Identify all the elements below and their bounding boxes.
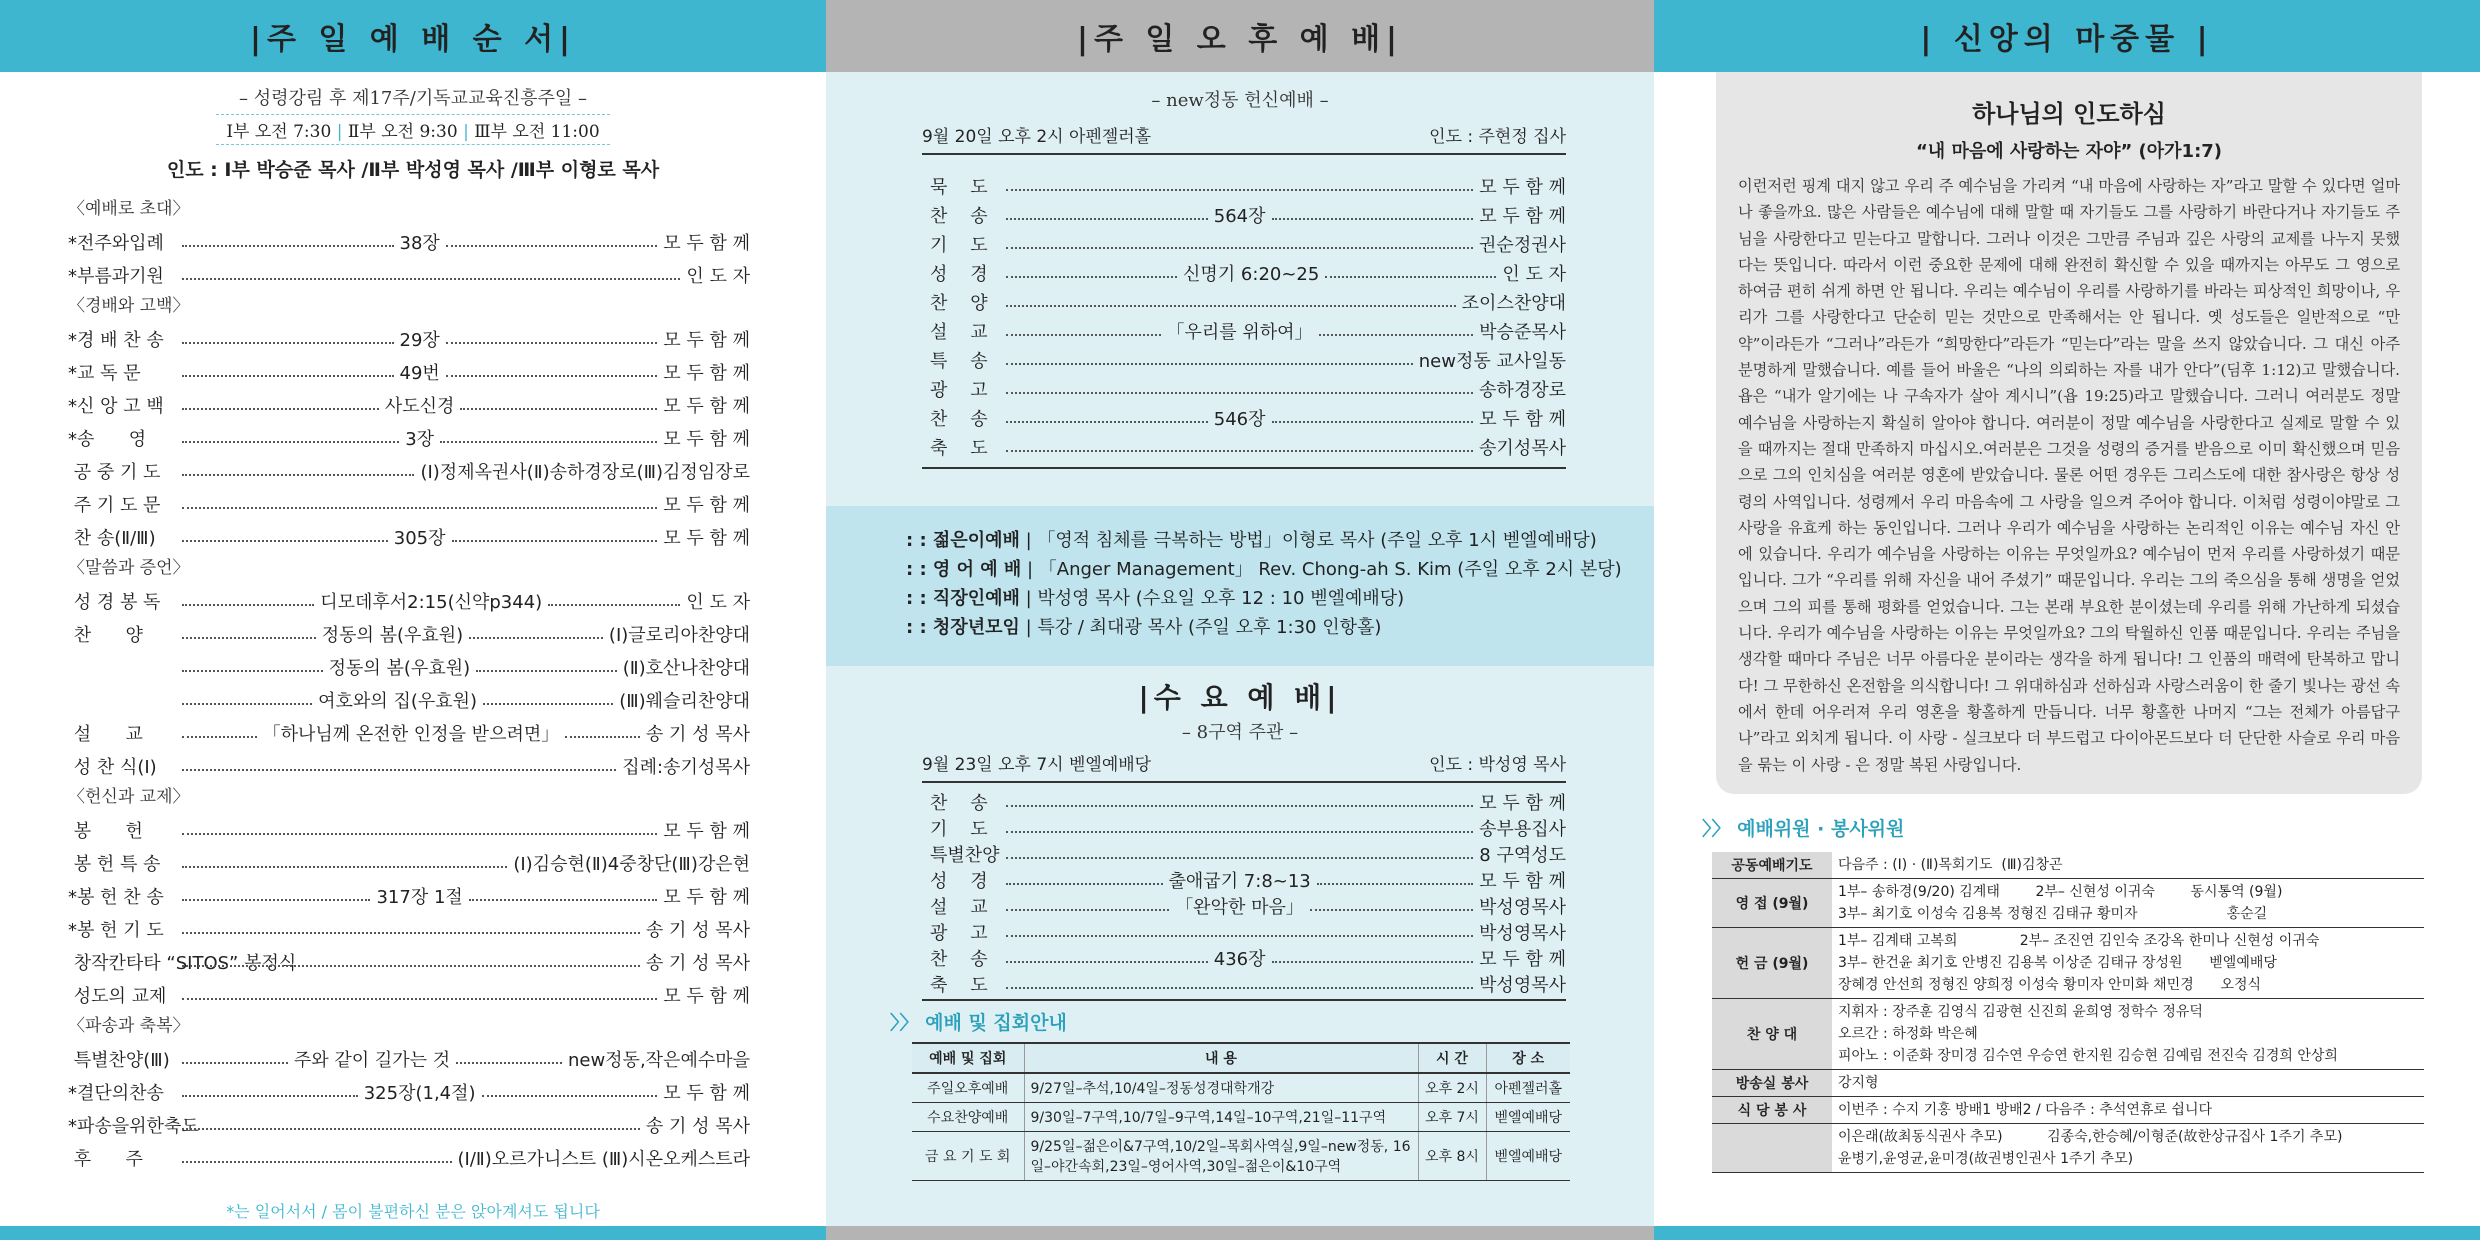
order-label: 봉 헌 특 송: [68, 853, 161, 875]
notice-item: : : 젊은이예배 | 「영적 침체를 극복하는 방법」이형로 목사 (주일 오후 1시 벧엘예배당): [906, 530, 1597, 551]
order-row: [0, 1042, 826, 1075]
section-heading: 〈헌신과 교제〉: [68, 787, 190, 807]
order-label: 특별찬양: [930, 845, 1000, 866]
afternoon-date-place: 9월 20일 오후 2시 아펜젤러홀: [922, 127, 1152, 147]
order-person: 집례:송기성목사: [622, 756, 750, 778]
order-label: *봉 헌 기 도: [68, 919, 164, 941]
order-row: [930, 815, 1566, 841]
order-row: [930, 893, 1566, 919]
order-person: 인 도 자: [1502, 263, 1566, 285]
order-row: [0, 912, 826, 945]
order-value: 정동의 봄(우효원): [328, 657, 471, 679]
order-row: [0, 879, 826, 912]
order-row: [0, 846, 826, 879]
order-person: 박성영목사: [1479, 897, 1566, 918]
order-person: 모 두 함 께: [1479, 408, 1566, 430]
column-sunday-order: [0, 0, 826, 1240]
order-person: new정동,작은예수마을: [567, 1049, 750, 1071]
order-value: 주와 같이 길가는 것: [293, 1049, 451, 1071]
order-label: 광 고: [930, 379, 988, 401]
order-label: *신 앙 고 백: [68, 395, 164, 417]
order-row: [930, 919, 1566, 945]
order-person: 모 두 함 께: [663, 886, 750, 908]
order-label: 설 교: [930, 897, 988, 918]
time-3: Ⅲ부 오전 11:00: [474, 122, 600, 142]
order-row: [0, 650, 826, 683]
th: 예배 및 집회: [912, 1043, 1024, 1073]
order-person: 모 두 함 께: [663, 1082, 750, 1104]
afternoon-header: [922, 122, 1566, 155]
table-cell: 금 요 기 도 회: [912, 1132, 1024, 1181]
order-value: 564장: [1213, 205, 1266, 227]
order-person: 인 도 자: [686, 591, 751, 613]
order-person: (Ⅰ/Ⅱ)오르가니스트 (Ⅲ)시온오케스트라: [457, 1148, 750, 1170]
duty-role: 식 당 봉 사: [1712, 1097, 1832, 1124]
order-label: 찬 송: [930, 408, 988, 430]
order-value: 여호와의 집(우효원): [318, 690, 478, 712]
bottom-strip: [0, 1226, 826, 1240]
table-row: [912, 1073, 1570, 1103]
order-person: (Ⅲ)웨슬리찬양대: [619, 690, 751, 712]
order-row: [930, 287, 1566, 316]
order-label: 특 송: [930, 350, 988, 372]
order-person: 모 두 함 께: [1479, 793, 1566, 814]
order-row: [930, 945, 1566, 971]
order-row: [930, 316, 1566, 345]
order-label: 기 도: [930, 234, 988, 256]
devotion-verse: “내 마음에 사랑하는 자야” (아가1:7): [1915, 141, 2223, 162]
notices-band: [826, 506, 1654, 666]
duty-line: 3부– 최기호 이성숙 김용복 정형진 김태규 황미자 홍순길: [1838, 906, 2268, 922]
order-label: 광 고: [930, 923, 988, 944]
order-row: [0, 520, 826, 553]
order-label: 찬 양: [68, 624, 143, 646]
th: 장 소: [1486, 1043, 1570, 1073]
order-label: *교 독 문: [68, 362, 141, 384]
header-bar-devotion: [1654, 0, 2480, 72]
subtitle: – new정동 헌신예배 –: [1151, 90, 1329, 111]
order-person: 모 두 함 께: [663, 428, 750, 450]
order-person: 모 두 함 께: [1479, 205, 1566, 227]
devotion-title: 하나님의 인도하심: [1972, 100, 2166, 128]
order-value: 「완악한 마음」: [1175, 897, 1304, 918]
order-person: 박성영목사: [1479, 923, 1566, 944]
table-row: [912, 1103, 1570, 1132]
order-value: 신명기 6:20~25: [1183, 263, 1320, 285]
header-bar-afternoon: [826, 0, 1654, 72]
order-label: 묵 도: [930, 176, 988, 198]
order-person: (Ⅰ)김승현(Ⅱ)4중창단(Ⅲ)강은현: [513, 853, 750, 875]
table-cell: 벧엘예배당: [1486, 1103, 1570, 1132]
order-label: 설 교: [930, 321, 988, 343]
notice-item: : : 영 어 예 배 | 「Anger Management」 Rev. Chong-ah S. Kim (주일 오후 2시 본당): [906, 559, 1622, 580]
order-row: [0, 322, 826, 355]
order-label: *경 배 찬 송: [68, 329, 164, 351]
order-person: 송기성목사: [1479, 437, 1566, 459]
bottom-strip: [1654, 1226, 2480, 1240]
order-label: 봉 헌: [68, 820, 143, 842]
section-heading: 〈예배로 초대〉: [68, 199, 190, 219]
order-value: 305장: [393, 527, 446, 549]
table-cell: 벧엘예배당: [1486, 1132, 1570, 1181]
order-row: [930, 345, 1566, 374]
order-row: [0, 749, 826, 782]
order-value: 49번: [399, 362, 440, 384]
table-row: [1712, 852, 2424, 879]
order-label: 찬 송(Ⅱ/Ⅲ): [68, 527, 156, 549]
order-row: [930, 171, 1566, 200]
duty-members: [1832, 1097, 2424, 1124]
order-value: 출애굽기 7:8~13: [1168, 871, 1311, 892]
table-row: [1712, 999, 2424, 1070]
order-label: 성 찬 식(Ⅰ): [68, 756, 157, 778]
order-person: 모 두 함 께: [663, 527, 750, 549]
order-person: 조이스찬양대: [1461, 292, 1566, 314]
column-title: | 신앙의 마중물 |: [1920, 22, 2214, 57]
order-label: 성도의 교제: [68, 985, 167, 1007]
wed-title: |수 요 예 배|: [1138, 681, 1342, 714]
order-value: 325장(1,4절): [363, 1082, 476, 1104]
order-label: 설 교: [68, 723, 143, 745]
order-person: 송 기 성 목사: [645, 952, 750, 974]
table-row: [1712, 1124, 2424, 1173]
order-value: 546장: [1213, 408, 1266, 430]
order-value: 29장: [399, 329, 440, 351]
duty-table: [1712, 852, 2424, 1173]
order-person: 송하경장로: [1479, 379, 1566, 401]
duty-role: 찬 양 대: [1712, 999, 1832, 1070]
order-person: 박승준목사: [1479, 321, 1567, 343]
wed-leader: 인도 : 박성영 목사: [1429, 755, 1566, 775]
notice-item: : : 직장인예배 | 박성영 목사 (수요일 오후 12 : 10 벧엘예배당): [906, 588, 1405, 609]
bottom-strip: [826, 1226, 1654, 1240]
order-label: 축 도: [930, 437, 988, 459]
duty-role: [1712, 1124, 1832, 1173]
table-cell: 주일오후예배: [912, 1073, 1024, 1103]
order-value: 디모데후서2:15(신약p344): [320, 591, 543, 613]
duty-members: [1832, 999, 2424, 1070]
th: 내 용: [1024, 1043, 1418, 1073]
order-row: [930, 789, 1566, 815]
order-person: 모 두 함 께: [1479, 871, 1567, 892]
duty-line: 이은래(故최동식권사 추모) 김종숙,한승혜/이형준(故한상규집사 1주기 추모): [1838, 1129, 2343, 1145]
order-value: 「하나님께 온전한 인정을 받으려면」: [262, 723, 560, 745]
devotion-text: 이런저런 핑계 대지 않고 우리 주 예수님을 가리켜 “내 마음에 사랑하는 자”라고 말할 수 있다면 얼마나 좋을까요. 많은 사람들은 예수님에 대해 말할 때 자기들도 그를 사랑하기 바란다거나 자기들도 주님을 사랑한다고 믿는다고 말합니다. 그러나 이것은 그만큼 주님과 깊은 사랑의 교제를 나누지 못했다는 뜻입니다. 따라서 이런 중요한 문제에 대해 완전히 확신할 수 있을 때까지는 아무도 그 영으로 하여금 편히 쉬게 하면 안 됩니다. 우리는 예수님이 우리를 사랑하기를 바라는 피상적인 희망이나, 우리가 그를 사랑한다고 단순히 믿는 것만으로 만족해서는 안 됩니다. 옛 성도들은 일반적으로 “만약”이라든가 “그러나”라든가 “희망한다”라든가 “믿는다”라는 말을 쓰지 않았습니다. 그 대신 아주 분명하게 말했습니다. 예를 들어 바울은 “나의 의뢰하는 자를 내가 안다”(딤후 1:12)고 말했습니다. 욥은 “내가 알기에는 나 구속자가 살아 계시니”(욥 19:25)라고 말했습니다. 그러니 여러분도 정말 예수님을 사랑하는지 확실히 알아야 합니다. 여러분이 정말 예수님을 사랑한다고 실제로 말할 수 있을 때까지는 절대 만족하지 마십시오.여러분은 그것을 성령의 증거를 받음으로 이미 확신했으며 믿음으로 그의 인치심을 여러분 영혼에 받았습니다. 물론 어떤 경우든 그리스도에 대한 참사랑은 항상 성령의 사역입니다. 성령께서 우리 마음속에 그 사랑을 일으켜 주어야 합니다. 이처럼 성령이야말로 그 사랑을 유효케 하는 동인입니다. 그러나 우리가 예수님을 사랑하는 논리적인 이유는 예수님 자신 안에 있습니다. 우리가 예수님을 사랑하는 이유는 무엇일까요? 예수님이 먼저 우리를 사랑하셨기 때문입니다. 그가 “우리를 위해 자신을 내어 주셨기” 때문입니다. 우리는 그의 죽으심을 통해 생명을 얻었으며 그의 피를 통해 평화를 얻었습니다. 그는 본래 부요한 분이셨는데 우리를 위해 가난하게 되셨습니다. 우리가 예수님을 사랑하는 이유는 무엇일까요? 그의 탁월하신 인품 때문입니다. 우리는 주님을 생각할 때마다 주님은 너무 아름다운 분이라는 생각을 하게 됩니다! 그 인품의 매력에 탄복하고 맙니다! 그 무한하신 온전함을 의식합니다! 그 위대하심과 선하심과 사랑스러움이 한 줄기 빛나는 광선 속에서 한데 어우러져 우리 영혼을 황홀하게 만듭니다. 너무 황홀한 나머지 “그는 전체가 아름답구나”라고 외치게 됩니다. 이 사랑 - 실크보다 더 부드럽고 다이아몬드보다 더 단단한 사슬로 우리 마음을 묶는 이 사랑 - 은 정말 복된 사랑입니다.: [1738, 177, 2400, 774]
order-row: [0, 683, 826, 716]
order-label: 특별찬양(Ⅲ): [68, 1049, 170, 1071]
order-row: [930, 374, 1566, 403]
order-person: 모 두 함 께: [1479, 949, 1566, 970]
order-label: 찬 송: [930, 793, 988, 814]
duty-line: 오르간 : 하정화 박은혜: [1838, 1026, 1978, 1042]
wed-header: [922, 750, 1566, 783]
duty-line: 장혜경 안선희 정형진 양희정 이성숙 황미자 안미화 채민경 오정식: [1838, 977, 2261, 993]
duty-role: 방송실 봉사: [1712, 1070, 1832, 1097]
order-person: 박성영목사: [1479, 975, 1566, 996]
order-list: [0, 194, 826, 1174]
order-label: 축 도: [930, 975, 988, 996]
order-person: 송 기 성 목사: [645, 919, 750, 941]
order-row: [930, 867, 1566, 893]
duty-role: 헌 금 (9월): [1712, 928, 1832, 999]
order-row: [0, 978, 826, 1011]
wed-subtitle: – 8구역 주관 –: [1181, 722, 1299, 743]
order-row: [0, 584, 826, 617]
footnote: *는 일어서서 / 몸이 불편하신 분은 앉아계셔도 됩니다: [226, 1202, 600, 1221]
order-person: 송부용집사: [1479, 819, 1566, 840]
wed-date-place: 9월 23일 오후 7시 벧엘예배당: [922, 755, 1152, 775]
column-title: |주 일 오 후 예 배|: [1076, 22, 1403, 57]
order-label: 성 경: [930, 871, 988, 892]
duty-line: 지휘자 : 장주훈 김영식 김광현 신진희 윤희영 정학수 정유덕: [1838, 1004, 2203, 1020]
leaders: 인도 : Ⅰ부 박승준 목사 /Ⅱ부 박성영 목사 /Ⅲ부 이형로 목사: [166, 159, 660, 181]
order-label: *전주와입례: [68, 232, 164, 254]
duty-members: [1832, 1124, 2424, 1173]
duty-line: 다음주 : (Ⅰ) · (Ⅱ)목회기도 (Ⅲ)김창곤: [1838, 857, 2063, 873]
order-label: 성 경 봉 독: [68, 591, 161, 613]
order-person: 모 두 함 께: [663, 232, 751, 254]
order-row: [0, 945, 826, 978]
order-person: 모 두 함 께: [663, 362, 751, 384]
service-times: Ⅰ부 오전 7:30 | Ⅱ부 오전 9:30 | Ⅲ부 오전 11:00: [216, 114, 609, 145]
order-person: 8 구역성도: [1479, 845, 1566, 866]
order-label: 공 중 기 도: [68, 461, 161, 483]
duty-line: 윤병기,윤영균,윤미경(故권병인권사 1주기 추모): [1838, 1151, 2134, 1167]
duty-line: 1부– 김계태 고복희 2부– 조진연 김인숙 조강옥 한미나 신현성 이귀숙: [1838, 933, 2320, 949]
subtitle: – 성령강림 후 제17주/기독교교육진흥주일 –: [238, 88, 588, 109]
order-row: [930, 841, 1566, 867]
order-row: [0, 716, 826, 749]
column-title: |주 일 예 배 순 서|: [249, 22, 576, 57]
table-cell: 오후 7시: [1418, 1103, 1486, 1132]
table-row: [1712, 928, 2424, 999]
order-row: [0, 454, 826, 487]
afternoon-leader: 인도 : 주현정 집사: [1429, 127, 1566, 147]
order-row: [930, 200, 1566, 229]
duty-line: 이번주 : 수지 기홍 방배1 방배2 / 다음주 : 추석연휴로 쉽니다: [1838, 1102, 2212, 1118]
order-label: *송 영: [68, 428, 147, 450]
duty-members: [1832, 928, 2424, 999]
order-value: 3장: [405, 428, 435, 450]
order-person: 모 두 함 께: [663, 395, 750, 417]
order-row: [930, 403, 1566, 432]
order-row: [930, 432, 1566, 461]
table-cell: 9/30일–7구역,10/7일–9구역,14일–10구역,21일–11구역: [1024, 1103, 1418, 1132]
order-row: [0, 1075, 826, 1108]
order-person: new정동 교사일동: [1418, 350, 1566, 372]
duty-line: 피아노 : 이준화 장미경 김수연 우승연 한지원 김승현 김예림 전진숙 김경희 안상희: [1838, 1048, 2338, 1064]
afternoon-order: [826, 171, 1654, 461]
time-1: Ⅰ부 오전 7:30: [226, 122, 332, 142]
duty-role: 공동예배기도: [1712, 852, 1832, 879]
order-person: 모 두 함 께: [663, 985, 750, 1007]
order-person: 송 기 성 목사: [645, 723, 750, 745]
order-person: 모 두 함 께: [663, 820, 750, 842]
order-row: [930, 229, 1566, 258]
order-value: 정동의 봄(우효원): [321, 624, 464, 646]
order-value: 사도신경: [384, 395, 455, 417]
section-heading: 〈말씀과 증언〉: [68, 558, 190, 578]
order-label: 성 경: [930, 263, 988, 285]
section-heading: 〈파송과 축복〉: [68, 1016, 190, 1036]
table-cell: 9/25일–젊은이&7구역,10/2일–목회사역실,9일–new정동, 16일–야간속회,23일–영어사역,30일–젊은이&10구역: [1024, 1132, 1418, 1181]
duty-members: [1832, 879, 2424, 928]
order-row: [0, 388, 826, 421]
wed-order: [826, 789, 1654, 997]
order-row: [930, 971, 1566, 997]
table-cell: 아펜젤러홀: [1486, 1073, 1570, 1103]
time-2: Ⅱ부 오전 9:30: [347, 122, 458, 142]
header-bar-sunday-order: [0, 0, 826, 72]
duty-members: [1832, 852, 2424, 879]
order-person: 모 두 함 께: [663, 494, 750, 516]
order-row: [0, 813, 826, 846]
order-row: [930, 258, 1566, 287]
order-row: [0, 617, 826, 650]
order-label: *부름과기원: [68, 265, 164, 287]
order-person: (Ⅰ)글로리아찬양대: [608, 624, 750, 646]
order-row: [0, 1108, 826, 1141]
order-row: [0, 355, 826, 388]
order-value: 38장: [399, 232, 440, 254]
order-row: [0, 487, 826, 520]
table-row: [1712, 1097, 2424, 1124]
table-cell: 오후 2시: [1418, 1073, 1486, 1103]
order-row: [0, 421, 826, 454]
table-cell: 9/27일–추석,10/4일–정동성경대학개강: [1024, 1073, 1418, 1103]
order-label: 찬 송: [930, 205, 988, 227]
order-label: *봉 헌 찬 송: [68, 886, 164, 908]
order-label: 주 기 도 문: [68, 494, 161, 516]
table-cell: 수요찬양예배: [912, 1103, 1024, 1132]
order-label: 기 도: [930, 819, 988, 840]
devotion-box: [1716, 72, 2422, 794]
column-devotion: [1654, 0, 2480, 1240]
table-row: [1712, 879, 2424, 928]
order-person: 모 두 함 께: [1479, 176, 1566, 198]
order-row: [0, 258, 826, 291]
order-label: 후 주: [68, 1148, 143, 1170]
table-row: [1712, 1070, 2424, 1097]
order-value: 「우리를 위하여」: [1166, 321, 1313, 343]
order-person: 인 도 자: [686, 265, 750, 287]
order-label: 찬 양: [930, 292, 988, 314]
order-person: 송 기 성 목사: [645, 1115, 750, 1137]
order-person: (Ⅱ)호산나찬양대: [622, 657, 750, 679]
notice-item: : : 청장년모임 | 특강 / 최대광 목사 (주일 오후 1:30 인항홀): [906, 617, 1382, 638]
duty-title: 〉〉 예배위원 · 봉사위원: [1702, 818, 1905, 840]
duty-line: 3부– 한건윤 최기호 안병진 김용복 이상준 김태규 장성원 벧엘예배당: [1838, 955, 2277, 971]
order-label: 찬 송: [930, 949, 988, 970]
order-person: 권순정권사: [1479, 234, 1566, 256]
order-label: *결단의찬송: [68, 1082, 164, 1104]
section-heading: 〈경배와 고백〉: [68, 296, 190, 316]
order-row: [0, 225, 826, 258]
order-person: (Ⅰ)정제옥권사(Ⅱ)송하경장로(Ⅲ)김정임장로: [420, 461, 750, 483]
order-person: 모 두 함 께: [663, 329, 751, 351]
order-row: [0, 1141, 826, 1174]
order-value: 436장: [1213, 949, 1266, 970]
order-value: 317장 1절: [376, 886, 463, 908]
guide-table: [912, 1042, 1570, 1181]
duty-role: 영 접 (9월): [1712, 879, 1832, 928]
table-cell: 오후 8시: [1418, 1132, 1486, 1181]
duty-line: 강지형: [1838, 1075, 1879, 1091]
duty-line: 1부– 송하경(9/20) 김계태 2부– 신현성 이귀숙 동시통역 (9월): [1838, 884, 2283, 900]
table-row: [912, 1132, 1570, 1181]
th: 시 간: [1418, 1043, 1486, 1073]
duty-members: [1832, 1070, 2424, 1097]
order-label: 창작칸타타 “SITOS” 봉정식: [68, 952, 297, 974]
column-afternoon: [826, 0, 1654, 1240]
guide-title: 〉〉 예배 및 집회안내: [890, 1012, 1067, 1034]
order-label: *파송을위한축도: [68, 1115, 199, 1137]
